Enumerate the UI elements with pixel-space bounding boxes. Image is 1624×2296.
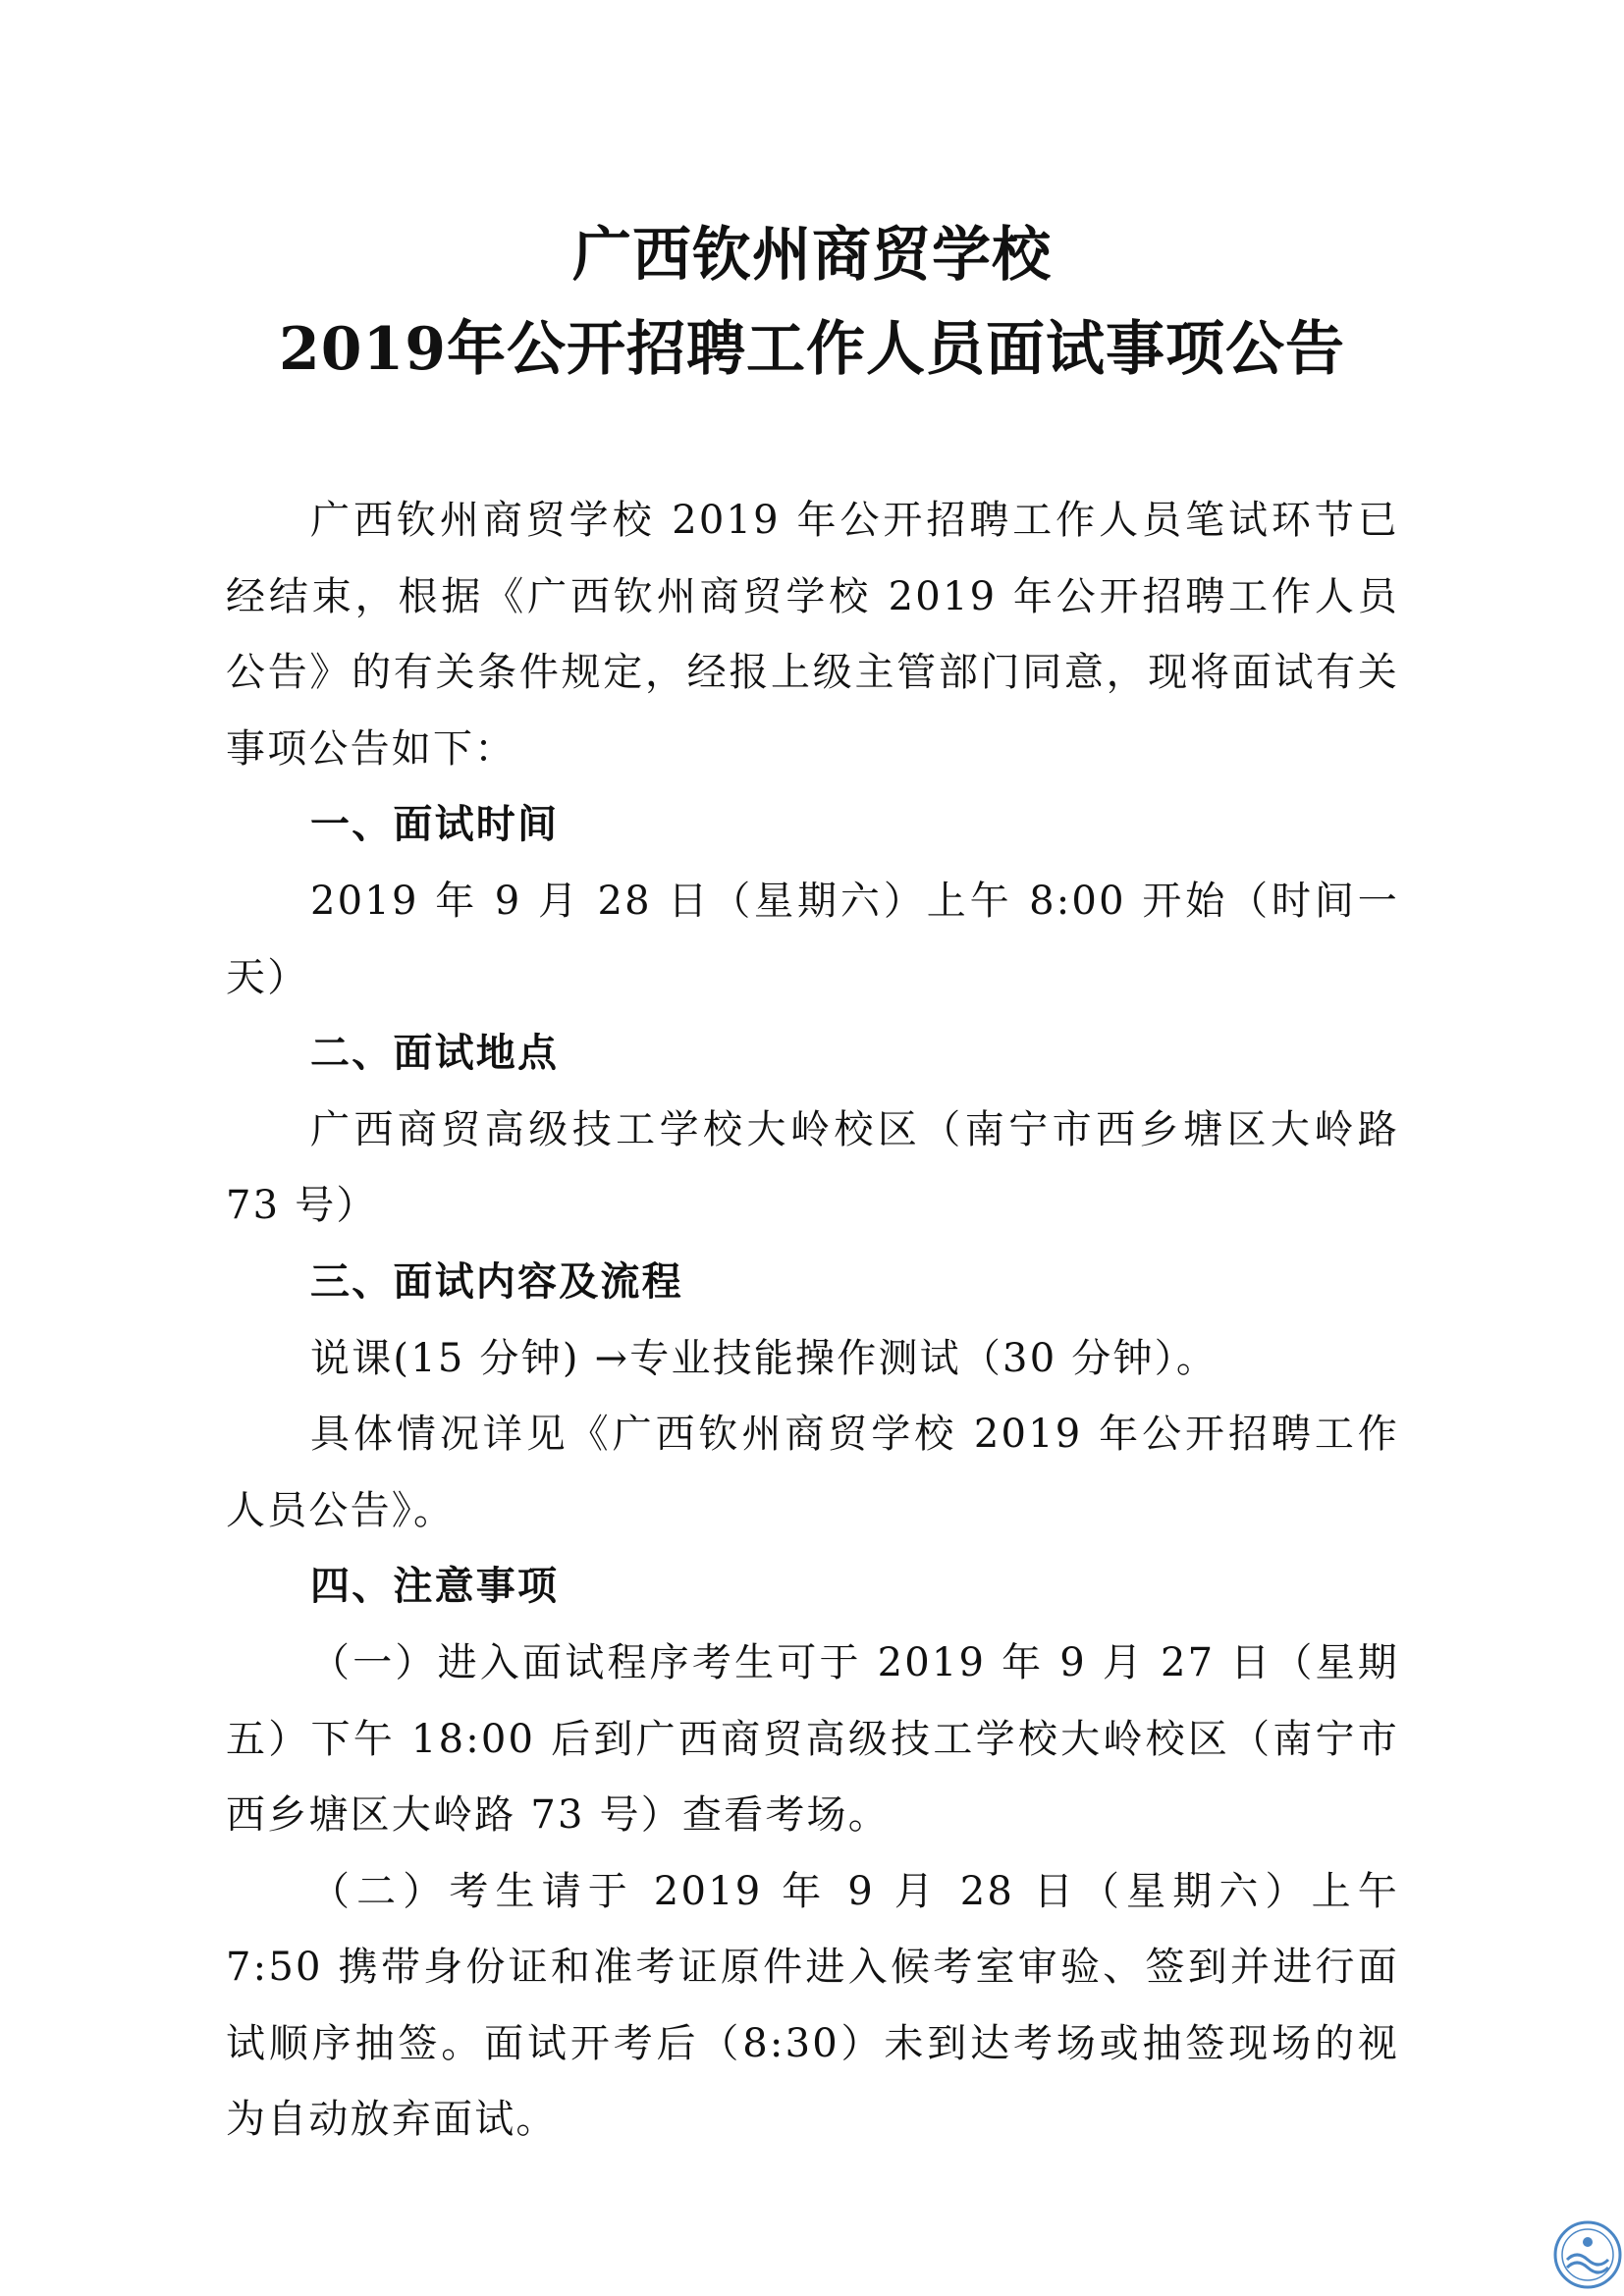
intro-paragraph: 广西钦州商贸学校 2019 年公开招聘工作人员笔试环节已经结束，根据《广西钦州商贸学校 2019 年公开招聘工作人员公告》的有关条件规定，经报上级主管部门同意，现将面试有关事项公告如下： (226, 498, 1399, 772)
document-body (226, 483, 1399, 2159)
section3-heading: 三、面试内容及流程 (310, 1258, 683, 1305)
section2-heading: 二、面试地点 (310, 1031, 560, 1077)
document-title-line1: 广西钦州商贸学校 (572, 221, 1052, 290)
section1-heading: 一、面试时间 (310, 802, 560, 848)
section4-item1: （一）进入面试程序考生可于 2019 年 9 月 27 日（星期五）下午 18:00 后到广西商贸高级技工学校大岭校区（南宁市西乡塘区大岭路 73 号）查看考场。 (226, 1639, 1399, 1839)
document-title-line2: 2019年公开招聘工作人员面试事项公告 (279, 315, 1345, 384)
section1-text: 2019 年 9 月 28 日（星期六）上午 8:00 开始（时间一天） (226, 878, 1399, 1000)
section4-heading: 四、注意事项 (310, 1564, 560, 1610)
section3-text2: 具体情况详见《广西钦州商贸学校 2019 年公开招聘工作人员公告》。 (226, 1412, 1399, 1533)
section3-text1: 说课(15 分钟) →专业技能操作测试（30 分钟）。 (310, 1335, 1218, 1381)
section2-text: 广西商贸高级技工学校大岭校区（南宁市西乡塘区大岭路 73 号） (226, 1106, 1399, 1229)
school-seal-icon (1553, 2220, 1622, 2289)
section4-item2: （二）考生请于 2019 年 9 月 28 日（星期六）上午 7:50 携带身份证和准考证原件进入候考室审验、签到并进行面试顺序抽签。面试开考后（8:30）未到达考场或抽签现场的视为自动放弃面试。 (226, 1868, 1399, 2143)
